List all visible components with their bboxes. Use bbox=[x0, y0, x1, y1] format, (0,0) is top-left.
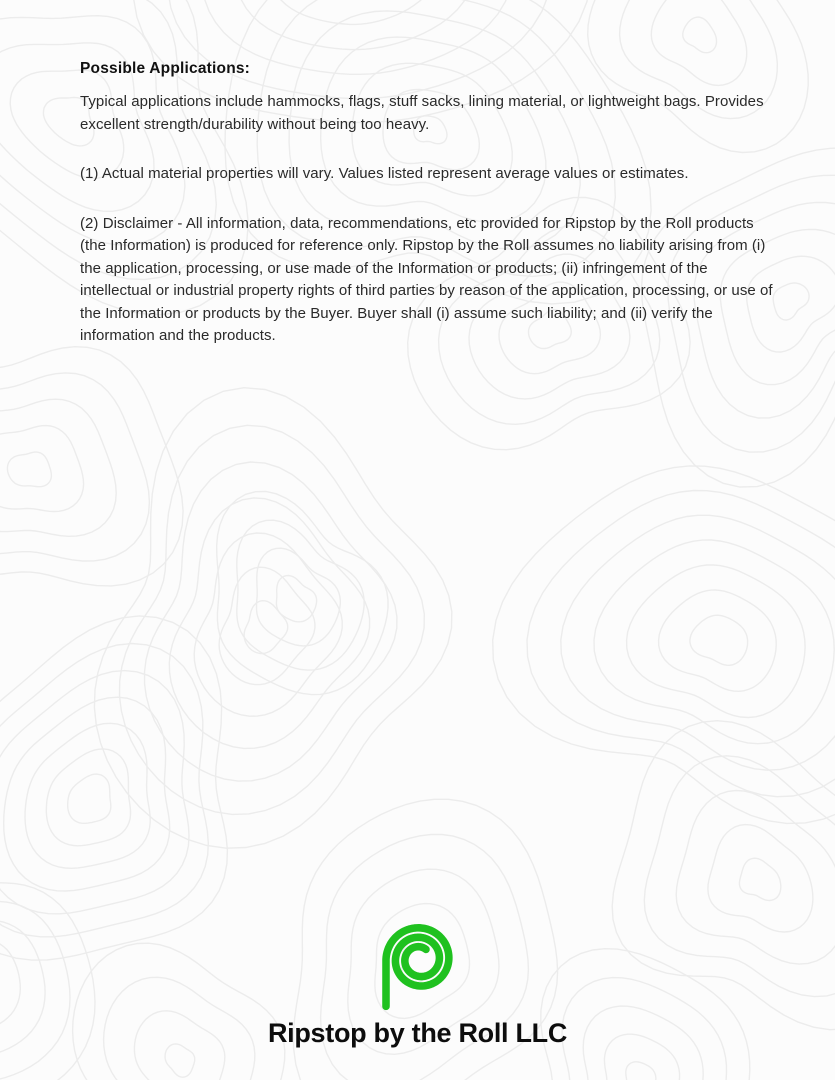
logo-spiral-path bbox=[386, 928, 449, 1007]
disclaimer-paragraph: (2) Disclaimer - All information, data, recommendations, etc provided for Ripstop by the Roll products (the Information) is produced for reference only. Ripstop by the Roll assumes no liability arising from (i) the application, processing, or use made of the Information or products; (ii) infringement of the intellectual or industrial property rights of third parties by reason of the application, processing, or use of the Information or products by the Buyer. Buyer shall (i) assume such liability; and (ii) verify the information and the products. bbox=[80, 214, 773, 344]
brand-footer bbox=[0, 920, 835, 1049]
section-heading: Possible Applications: bbox=[80, 60, 251, 77]
company-name: Ripstop by the Roll LLC bbox=[267, 1018, 568, 1048]
rolled-fabric-p-logo-icon bbox=[370, 920, 466, 1011]
applications-paragraph: Typical applications include hammocks, flags, stuff sacks, lining material, or lightweight bags. Provides excellent strength/durability without being too heavy. bbox=[80, 93, 764, 133]
note-paragraph: (1) Actual material properties will vary. Values listed represent average values or estimates. bbox=[80, 165, 689, 182]
document-content bbox=[80, 60, 774, 348]
